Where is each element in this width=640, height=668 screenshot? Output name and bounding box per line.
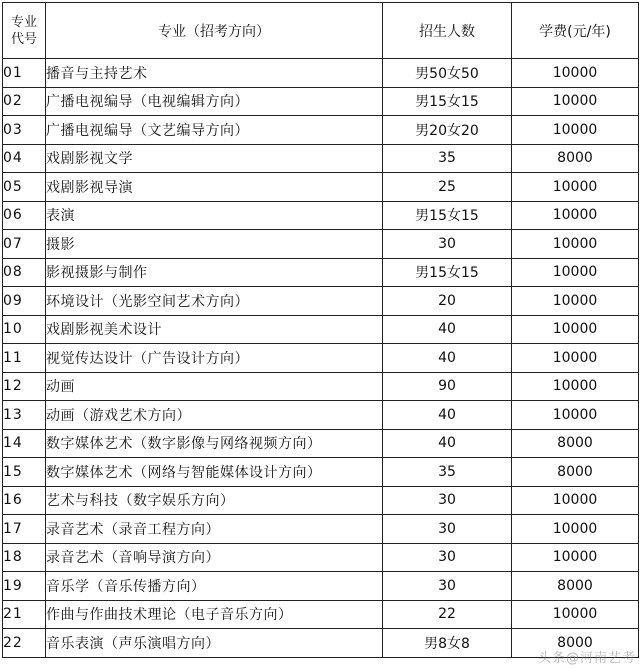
row-major: 影视摄影与制作 (46, 258, 383, 287)
row-major: 戏剧影视导演 (46, 173, 383, 202)
row-major: 摄影 (46, 230, 383, 259)
row-major: 播音与主持艺术 (46, 59, 383, 88)
row-major: 广播电视编导（电视编辑方向） (46, 87, 383, 116)
header-quota: 招生人数 (383, 3, 512, 59)
watermark: 头条@河南艺考 (537, 651, 636, 666)
row-major: 录音艺术（录音工程方向） (46, 515, 383, 544)
row-fee: 10000 (512, 372, 639, 401)
row-quota: 35 (383, 458, 512, 487)
row-fee: 10000 (512, 230, 639, 259)
row-fee: 10000 (512, 401, 639, 430)
row-code: 09 (3, 287, 46, 316)
header-code (3, 3, 46, 59)
row-quota: 男8女8 (383, 629, 512, 658)
table-row (3, 87, 639, 116)
table-header (3, 3, 639, 59)
row-fee: 10000 (512, 87, 639, 116)
row-fee: 10000 (512, 173, 639, 202)
row-fee: 10000 (512, 287, 639, 316)
row-quota: 90 (383, 372, 512, 401)
header-row (3, 3, 639, 59)
table-row (3, 429, 639, 458)
row-quota: 30 (383, 486, 512, 515)
table-row (3, 144, 639, 173)
row-major: 环境设计（光影空间艺术方向） (46, 287, 383, 316)
row-quota: 25 (383, 173, 512, 202)
row-fee: 10000 (512, 515, 639, 544)
row-quota: 男20女20 (383, 116, 512, 145)
row-quota: 35 (383, 144, 512, 173)
row-major: 数字媒体艺术（数字影像与网络视频方向） (46, 429, 383, 458)
row-quota: 男15女15 (383, 258, 512, 287)
table-row (3, 344, 639, 373)
header-code-line2: 代号 (10, 31, 37, 47)
row-code: 17 (3, 515, 46, 544)
row-code: 21 (3, 600, 46, 629)
row-code: 14 (3, 429, 46, 458)
row-fee: 8000 (512, 572, 639, 601)
row-code: 08 (3, 258, 46, 287)
table-row (3, 201, 639, 230)
table-row (3, 230, 639, 259)
row-major: 视觉传达设计（广告设计方向） (46, 344, 383, 373)
row-code: 16 (3, 486, 46, 515)
row-major: 数字媒体艺术（网络与智能媒体设计方向） (46, 458, 383, 487)
table-row (3, 572, 639, 601)
table-row (3, 486, 639, 515)
row-quota: 40 (383, 401, 512, 430)
row-code: 12 (3, 372, 46, 401)
header-major: 专业（招考方向） (46, 3, 383, 59)
row-major: 广播电视编导（文艺编导方向） (46, 116, 383, 145)
row-quota: 40 (383, 429, 512, 458)
row-code: 07 (3, 230, 46, 259)
header-fee: 学费(元/年) (512, 3, 639, 59)
row-quota: 30 (383, 543, 512, 572)
table-row (3, 515, 639, 544)
row-quota: 男15女15 (383, 201, 512, 230)
row-major: 动画（游戏艺术方向） (46, 401, 383, 430)
table-row (3, 372, 639, 401)
row-code: 15 (3, 458, 46, 487)
row-major: 作曲与作曲技术理论（电子音乐方向） (46, 600, 383, 629)
row-quota: 30 (383, 515, 512, 544)
row-code: 04 (3, 144, 46, 173)
row-quota: 40 (383, 344, 512, 373)
row-fee: 8000 (512, 629, 639, 658)
table-body (3, 59, 639, 658)
row-fee: 10000 (512, 344, 639, 373)
row-major: 音乐表演（声乐演唱方向） (46, 629, 383, 658)
row-major: 表演 (46, 201, 383, 230)
admissions-table-container (2, 2, 638, 658)
row-major: 艺术与科技（数字娱乐方向） (46, 486, 383, 515)
row-major: 动画 (46, 372, 383, 401)
row-quota: 20 (383, 287, 512, 316)
row-fee: 10000 (512, 116, 639, 145)
row-fee: 10000 (512, 201, 639, 230)
row-quota: 男50女50 (383, 59, 512, 88)
row-quota: 30 (383, 230, 512, 259)
row-code: 01 (3, 59, 46, 88)
header-code-line1: 专业 (10, 14, 37, 30)
row-fee: 8000 (512, 458, 639, 487)
row-quota: 40 (383, 315, 512, 344)
table-row (3, 59, 639, 88)
row-fee: 10000 (512, 315, 639, 344)
row-fee: 10000 (512, 486, 639, 515)
row-quota: 22 (383, 600, 512, 629)
table-row (3, 287, 639, 316)
row-fee: 8000 (512, 429, 639, 458)
table-row (3, 600, 639, 629)
table-row (3, 258, 639, 287)
table-row (3, 543, 639, 572)
row-code: 11 (3, 344, 46, 373)
table-row (3, 116, 639, 145)
row-code: 05 (3, 173, 46, 202)
row-fee: 10000 (512, 59, 639, 88)
row-quota: 30 (383, 572, 512, 601)
row-code: 19 (3, 572, 46, 601)
table-row (3, 401, 639, 430)
row-fee: 10000 (512, 600, 639, 629)
row-code: 03 (3, 116, 46, 145)
row-fee: 10000 (512, 258, 639, 287)
table-row (3, 458, 639, 487)
row-code: 06 (3, 201, 46, 230)
row-code: 13 (3, 401, 46, 430)
row-major: 戏剧影视文学 (46, 144, 383, 173)
table-row (3, 173, 639, 202)
admissions-table (2, 2, 639, 658)
row-major: 音乐学（音乐传播方向） (46, 572, 383, 601)
table-row (3, 315, 639, 344)
row-code: 10 (3, 315, 46, 344)
row-code: 02 (3, 87, 46, 116)
row-major: 录音艺术（音响导演方向） (46, 543, 383, 572)
row-major: 戏剧影视美术设计 (46, 315, 383, 344)
row-code: 18 (3, 543, 46, 572)
row-quota: 男15女15 (383, 87, 512, 116)
row-fee: 10000 (512, 543, 639, 572)
row-fee: 8000 (512, 144, 639, 173)
row-code: 22 (3, 629, 46, 658)
